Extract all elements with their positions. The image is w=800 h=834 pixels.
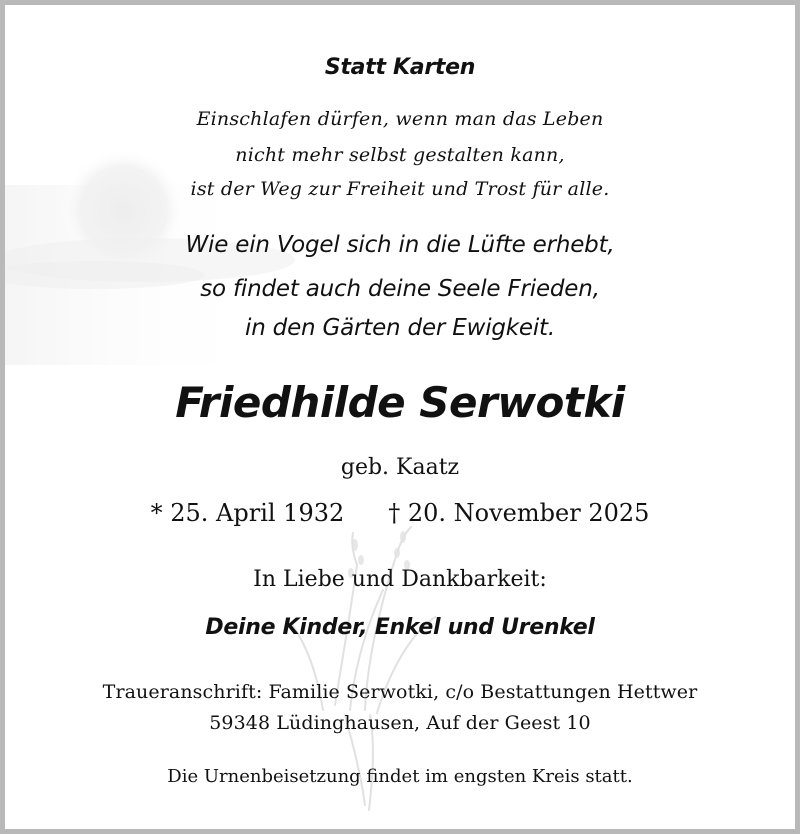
burial-note: Die Urnenbeisetzung findet im engsten Kreis statt. <box>167 766 633 787</box>
poem-intro-line-2: nicht mehr selbst gestalten kann, <box>235 144 565 166</box>
birth-date: * 25. April 1932 <box>150 499 345 527</box>
mourning-address-line-1: Traueranschrift: Familie Serwotki, c/o Bestattungen Hettwer <box>102 681 698 703</box>
poem-main-line-3: in den Gärten der Ewigkeit. <box>245 315 555 341</box>
life-dates <box>5 495 795 531</box>
death-date: † 20. November 2025 <box>388 499 650 527</box>
poem-main-line-2: so findet auch deine Seele Frieden, <box>200 276 600 302</box>
mourning-address-line-2: 59348 Lüdinghausen, Auf der Geest 10 <box>209 712 591 734</box>
poem-intro-line-1: Einschlafen dürfen, wenn man das Leben <box>196 108 604 130</box>
poem-main-line-1: Wie ein Vogel sich in die Lüfte erhebt, <box>185 232 615 258</box>
closing-phrase: In Liebe und Dankbarkeit: <box>253 567 547 592</box>
statt-karten-heading: Statt Karten <box>324 55 476 80</box>
poem-intro-line-3: ist der Weg zur Freiheit und Trost für alle. <box>190 178 610 200</box>
deceased-name: Friedhilde Serwotki <box>175 378 625 427</box>
maiden-name: geb. Kaatz <box>340 455 460 480</box>
family-signature: Deine Kinder, Enkel und Urenkel <box>205 615 595 640</box>
